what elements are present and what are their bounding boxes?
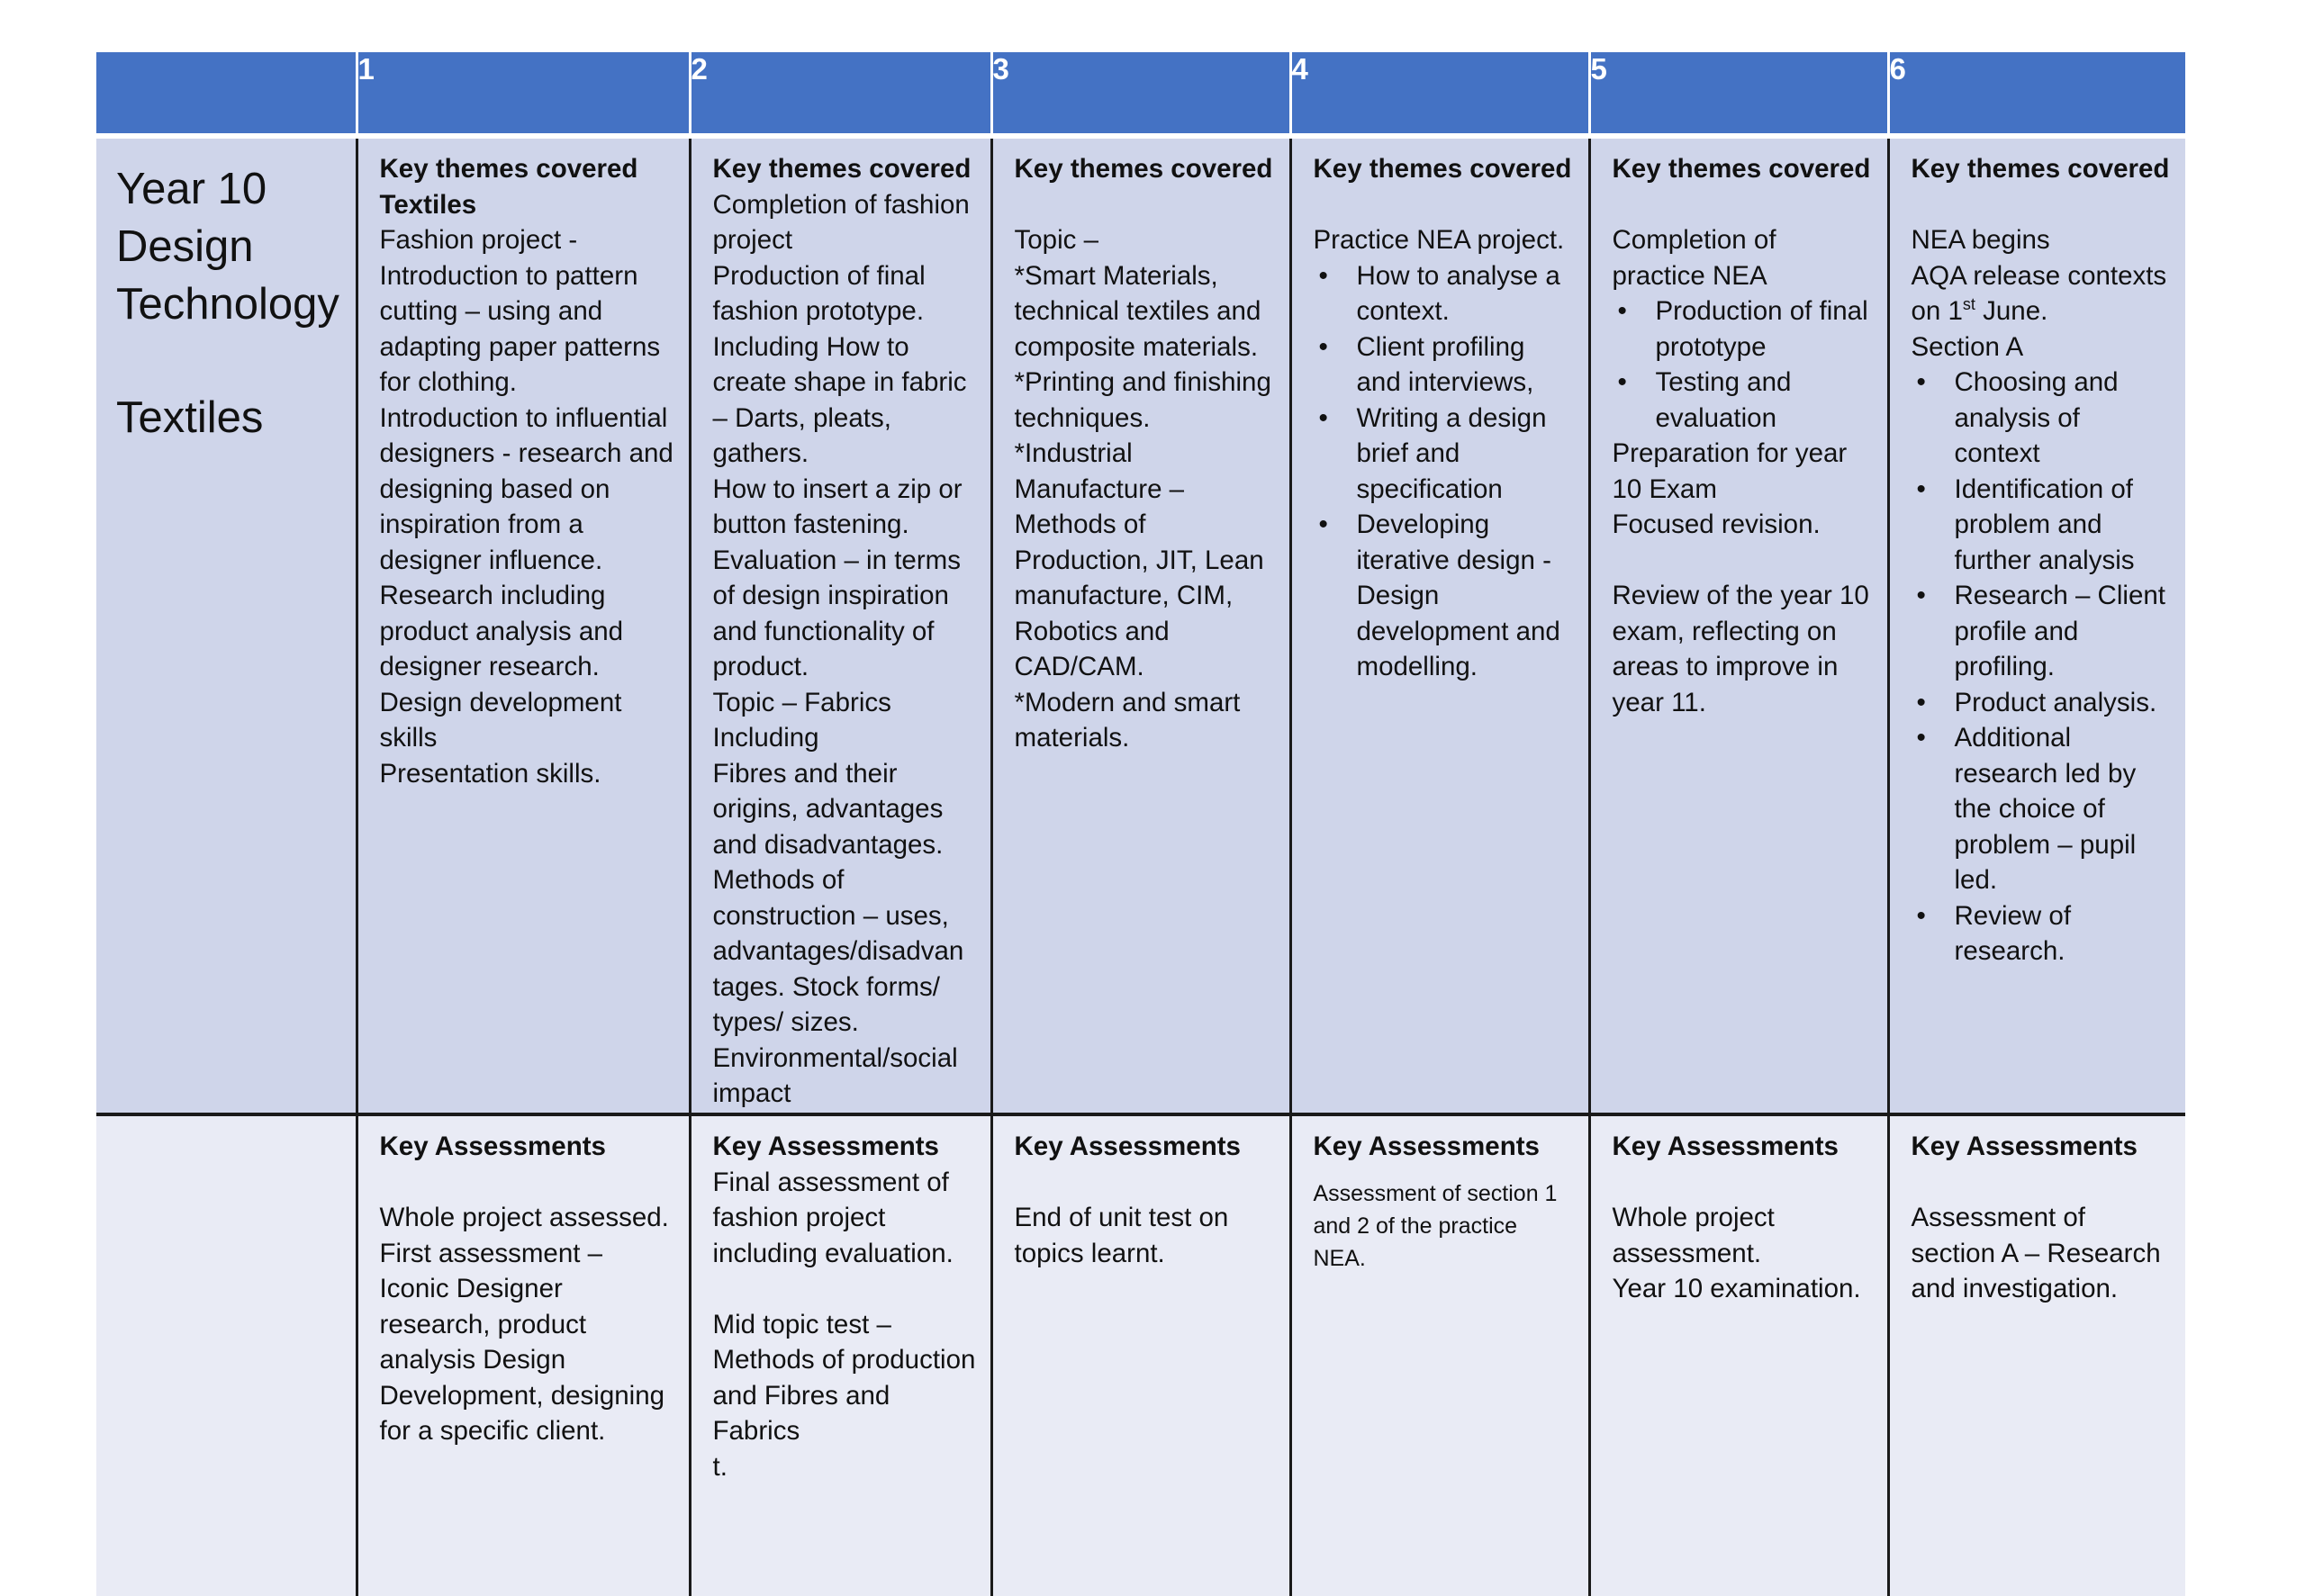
- themes-cell-1: [357, 136, 690, 1114]
- header-column-1: 1: [357, 52, 690, 136]
- themes-heading: Key themes covered: [379, 154, 638, 184]
- assessments-cell-5: [1589, 1114, 1888, 1596]
- themes-line: Preparation for year 10 Exam: [1612, 438, 1848, 504]
- header-column-6: 6: [1888, 52, 2185, 136]
- list-item: • Identification of problem and further analysis: [1912, 472, 2174, 579]
- assessments-line: t.: [712, 1451, 728, 1482]
- assessments-text: End of unit test on topics learnt.: [1014, 1203, 1229, 1268]
- assessments-heading: Key Assessments: [712, 1132, 939, 1161]
- themes-line: *Industrial Manufacture – Methods of Production, JIT, Lean manufacture, CIM, Robotics and CAD/CAM.: [1014, 438, 1264, 681]
- assessments-cell-3: [991, 1114, 1290, 1596]
- themes-line: Production of final fashion prototype.: [712, 260, 926, 326]
- themes-line: Topic –: [1014, 225, 1098, 255]
- list-item: • Additional research led by the choice of problem – pupil led.: [1912, 720, 2174, 898]
- themes-row: [96, 136, 2185, 1114]
- assessments-text: Assessment of section 1 and 2 of the practice NEA.: [1313, 1180, 1558, 1271]
- themes-intro-tail: June.: [1975, 296, 2048, 326]
- themes-line: Design development skills: [379, 687, 622, 753]
- themes-line: Research including product analysis and designer research.: [379, 581, 624, 681]
- assessments-text: Whole project assessed. First assessment – Iconic Designer research, product analysis Design Development, designing for a specific client.: [379, 1203, 669, 1446]
- themes-intro-date: [1912, 258, 2174, 329]
- assessments-line: Final assessment of fashion project including evaluation.: [712, 1167, 954, 1268]
- assessments-line: Year 10 examination.: [1612, 1274, 1861, 1303]
- themes-line: Environmental/social impact: [712, 1042, 958, 1108]
- themes-line: Including How to create shape in fabric – Darts, pleats, gathers.: [712, 331, 967, 468]
- themes-line: Introduction to influential designers - research and designing based on inspiration from a designer influence.: [379, 402, 673, 575]
- assessments-cell-4: [1290, 1114, 1589, 1596]
- assessments-line: Whole project assessment.: [1612, 1203, 1775, 1268]
- row-title-line: Year 10: [116, 165, 267, 213]
- list-item: • Review of research.: [1912, 898, 2174, 969]
- assessments-line: Mid topic test – Methods of production: [712, 1309, 976, 1375]
- list-item: • Choosing and analysis of context: [1912, 365, 2174, 472]
- themes-heading: Key themes covered: [1911, 154, 2170, 184]
- themes-heading: Key themes covered: [1612, 154, 1871, 184]
- themes-closing: Review of the year 10 exam, reflecting on areas to improve in year 11.: [1612, 581, 1869, 717]
- header-column-4: 4: [1290, 52, 1589, 136]
- curriculum-table: [96, 52, 2185, 1596]
- themes-intro: NEA begins: [1911, 225, 2050, 255]
- themes-cell-2: [690, 136, 991, 1114]
- assessments-text: Assessment of section A – Research and investigation.: [1911, 1203, 2161, 1303]
- header-column-3: 3: [991, 52, 1290, 136]
- assessments-empty-cell: [96, 1114, 357, 1596]
- list-item: • Testing and evaluation: [1613, 365, 1875, 436]
- list-item: • How to analyse a context.: [1314, 258, 1576, 329]
- themes-intro-text: AQA release contexts on 1: [1911, 260, 2167, 326]
- list-item: • Production of final prototype: [1613, 293, 1875, 365]
- list-item: • Writing a design brief and specification: [1314, 401, 1576, 508]
- themes-line: *Modern and smart materials.: [1014, 687, 1241, 753]
- list-item: • Product analysis.: [1912, 685, 2174, 721]
- themes-line: *Smart Materials, technical textiles and composite materials.: [1014, 260, 1261, 362]
- themes-cell-4: [1290, 136, 1589, 1114]
- themes-bullet-list: [1314, 258, 1576, 685]
- themes-heading: Key themes covered: [1313, 154, 1572, 184]
- assessments-heading: Key Assessments: [1313, 1132, 1540, 1161]
- assessments-heading: Key Assessments: [379, 1132, 606, 1161]
- themes-line: Evaluation – in terms of design inspiration and functionality of product.: [712, 545, 961, 681]
- assessments-row: [96, 1114, 2185, 1596]
- themes-cell-6: [1888, 136, 2185, 1114]
- themes-subheading: Textiles: [379, 189, 477, 220]
- superscript: st: [1962, 295, 1975, 314]
- assessments-cell-6: [1888, 1114, 2185, 1596]
- row-title-line: Design: [116, 222, 254, 271]
- themes-line: Focused revision.: [1612, 509, 1821, 539]
- themes-bullet-list: [1912, 365, 2174, 969]
- header-column-5: 5: [1589, 52, 1888, 136]
- header-row: [96, 52, 2185, 136]
- assessments-heading: Key Assessments: [1014, 1132, 1241, 1161]
- themes-line: Topic – Fabrics Including: [712, 687, 891, 753]
- header-corner: [96, 52, 357, 136]
- row-title-cell: [96, 136, 357, 1114]
- themes-section: Section A: [1911, 331, 2024, 362]
- themes-heading: Key themes covered: [1014, 154, 1273, 184]
- themes-intro: Completion of practice NEA: [1612, 225, 1776, 291]
- row-subject: Textiles: [116, 393, 264, 442]
- themes-line: Completion of fashion project: [712, 189, 970, 255]
- themes-line: Methods of construction – uses, advantages/disadvan tages. Stock forms/ types/ sizes.: [712, 865, 964, 1037]
- assessments-cell-1: [357, 1114, 690, 1596]
- themes-line: Fibres and their origins, advantages and disadvantages.: [712, 758, 944, 860]
- list-item: • Research – Client profile and profiling.: [1912, 578, 2174, 685]
- assessments-heading: Key Assessments: [1911, 1132, 2138, 1161]
- assessments-line: and Fibres and Fabrics: [712, 1380, 890, 1446]
- assessments-cell-2: [690, 1114, 991, 1596]
- themes-line: Presentation skills.: [379, 758, 601, 789]
- themes-line: How to insert a zip or button fastening.: [712, 473, 963, 539]
- themes-intro: Practice NEA project.: [1313, 225, 1565, 255]
- themes-cell-5: [1589, 136, 1888, 1114]
- header-column-2: 2: [690, 52, 991, 136]
- themes-bullet-list: [1613, 293, 1875, 436]
- list-item: • Developing iterative design - Design development and modelling.: [1314, 507, 1576, 685]
- themes-line: *Printing and finishing techniques.: [1014, 367, 1271, 433]
- row-title-line: Technology: [116, 280, 339, 329]
- themes-line: Fashion project - Introduction to pattern cutting – using and adapting paper patterns for clothing.: [379, 225, 661, 397]
- themes-cell-3: [991, 136, 1290, 1114]
- themes-heading: Key themes covered: [712, 154, 972, 184]
- list-item: • Client profiling and interviews,: [1314, 329, 1576, 401]
- assessments-heading: Key Assessments: [1612, 1132, 1839, 1161]
